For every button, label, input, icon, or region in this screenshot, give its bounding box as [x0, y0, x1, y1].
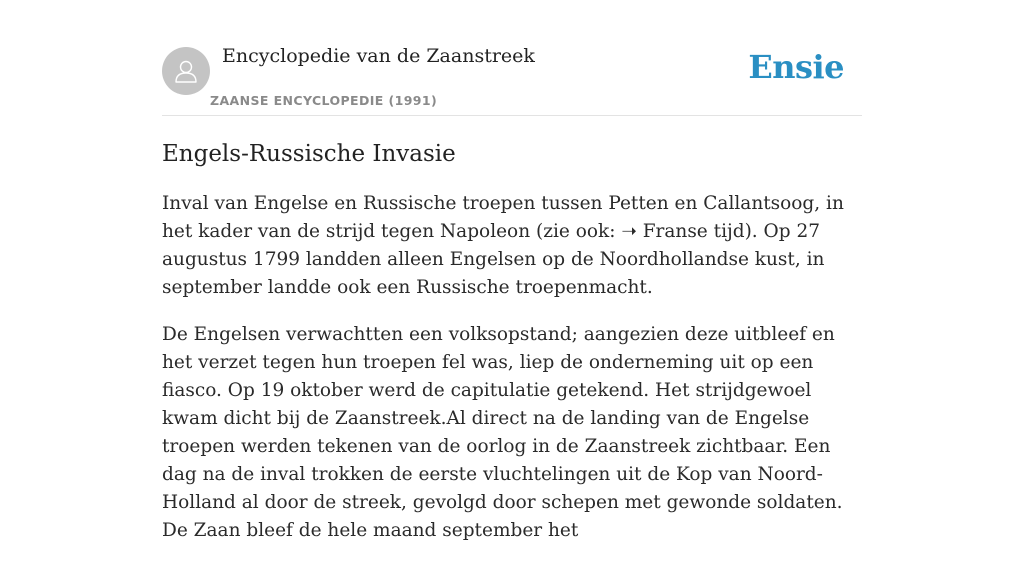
user-icon	[172, 57, 200, 85]
article-title: Engels-Russische Invasie	[162, 141, 456, 167]
paragraph-text: Inval van Engelse en Russische troepen tussen Petten en Callantsoog, in het kader van de strijd tegen Napoleon (zie ook:	[162, 193, 844, 242]
site-subtitle[interactable]: ZAANSE ENCYCLOPEDIE (1991)	[210, 93, 438, 108]
paragraph-text: ). Op 27 augustus 1799 landden alleen Engelsen op de Noordhollandse kust, in september landde ook een Russische troepenmacht.	[162, 221, 825, 298]
avatar[interactable]	[162, 47, 210, 95]
article	[162, 138, 862, 564]
brand-logo[interactable]: Ensie	[748, 48, 844, 86]
link-franse-tijd[interactable]: ➝ Franse tijd	[621, 221, 745, 242]
article-paragraph-1	[162, 190, 862, 302]
site-title[interactable]: Encyclopedie van de Zaanstreek	[222, 45, 535, 67]
article-paragraph-2: De Engelsen verwachtten een volksopstand; aangezien deze uitbleef en het verzet tegen hun troepen fel was, liep de onderneming uit op een fiasco. Op 19 oktober werd de capitulatie getekend. Het strijdgewoel kwam dicht bij de Zaanstreek.Al direct na de landing van de Engelse troepen werden tekenen van de oorlog in de Zaanstreek zichtbaar. Een dag na de inval trokken de eerste vluchtelingen uit de Kop van Noord-Holland al door de streek, gevolgd door schepen met gewonde soldaten. De Zaan bleef de hele maand september het	[162, 324, 843, 541]
header	[162, 0, 862, 116]
